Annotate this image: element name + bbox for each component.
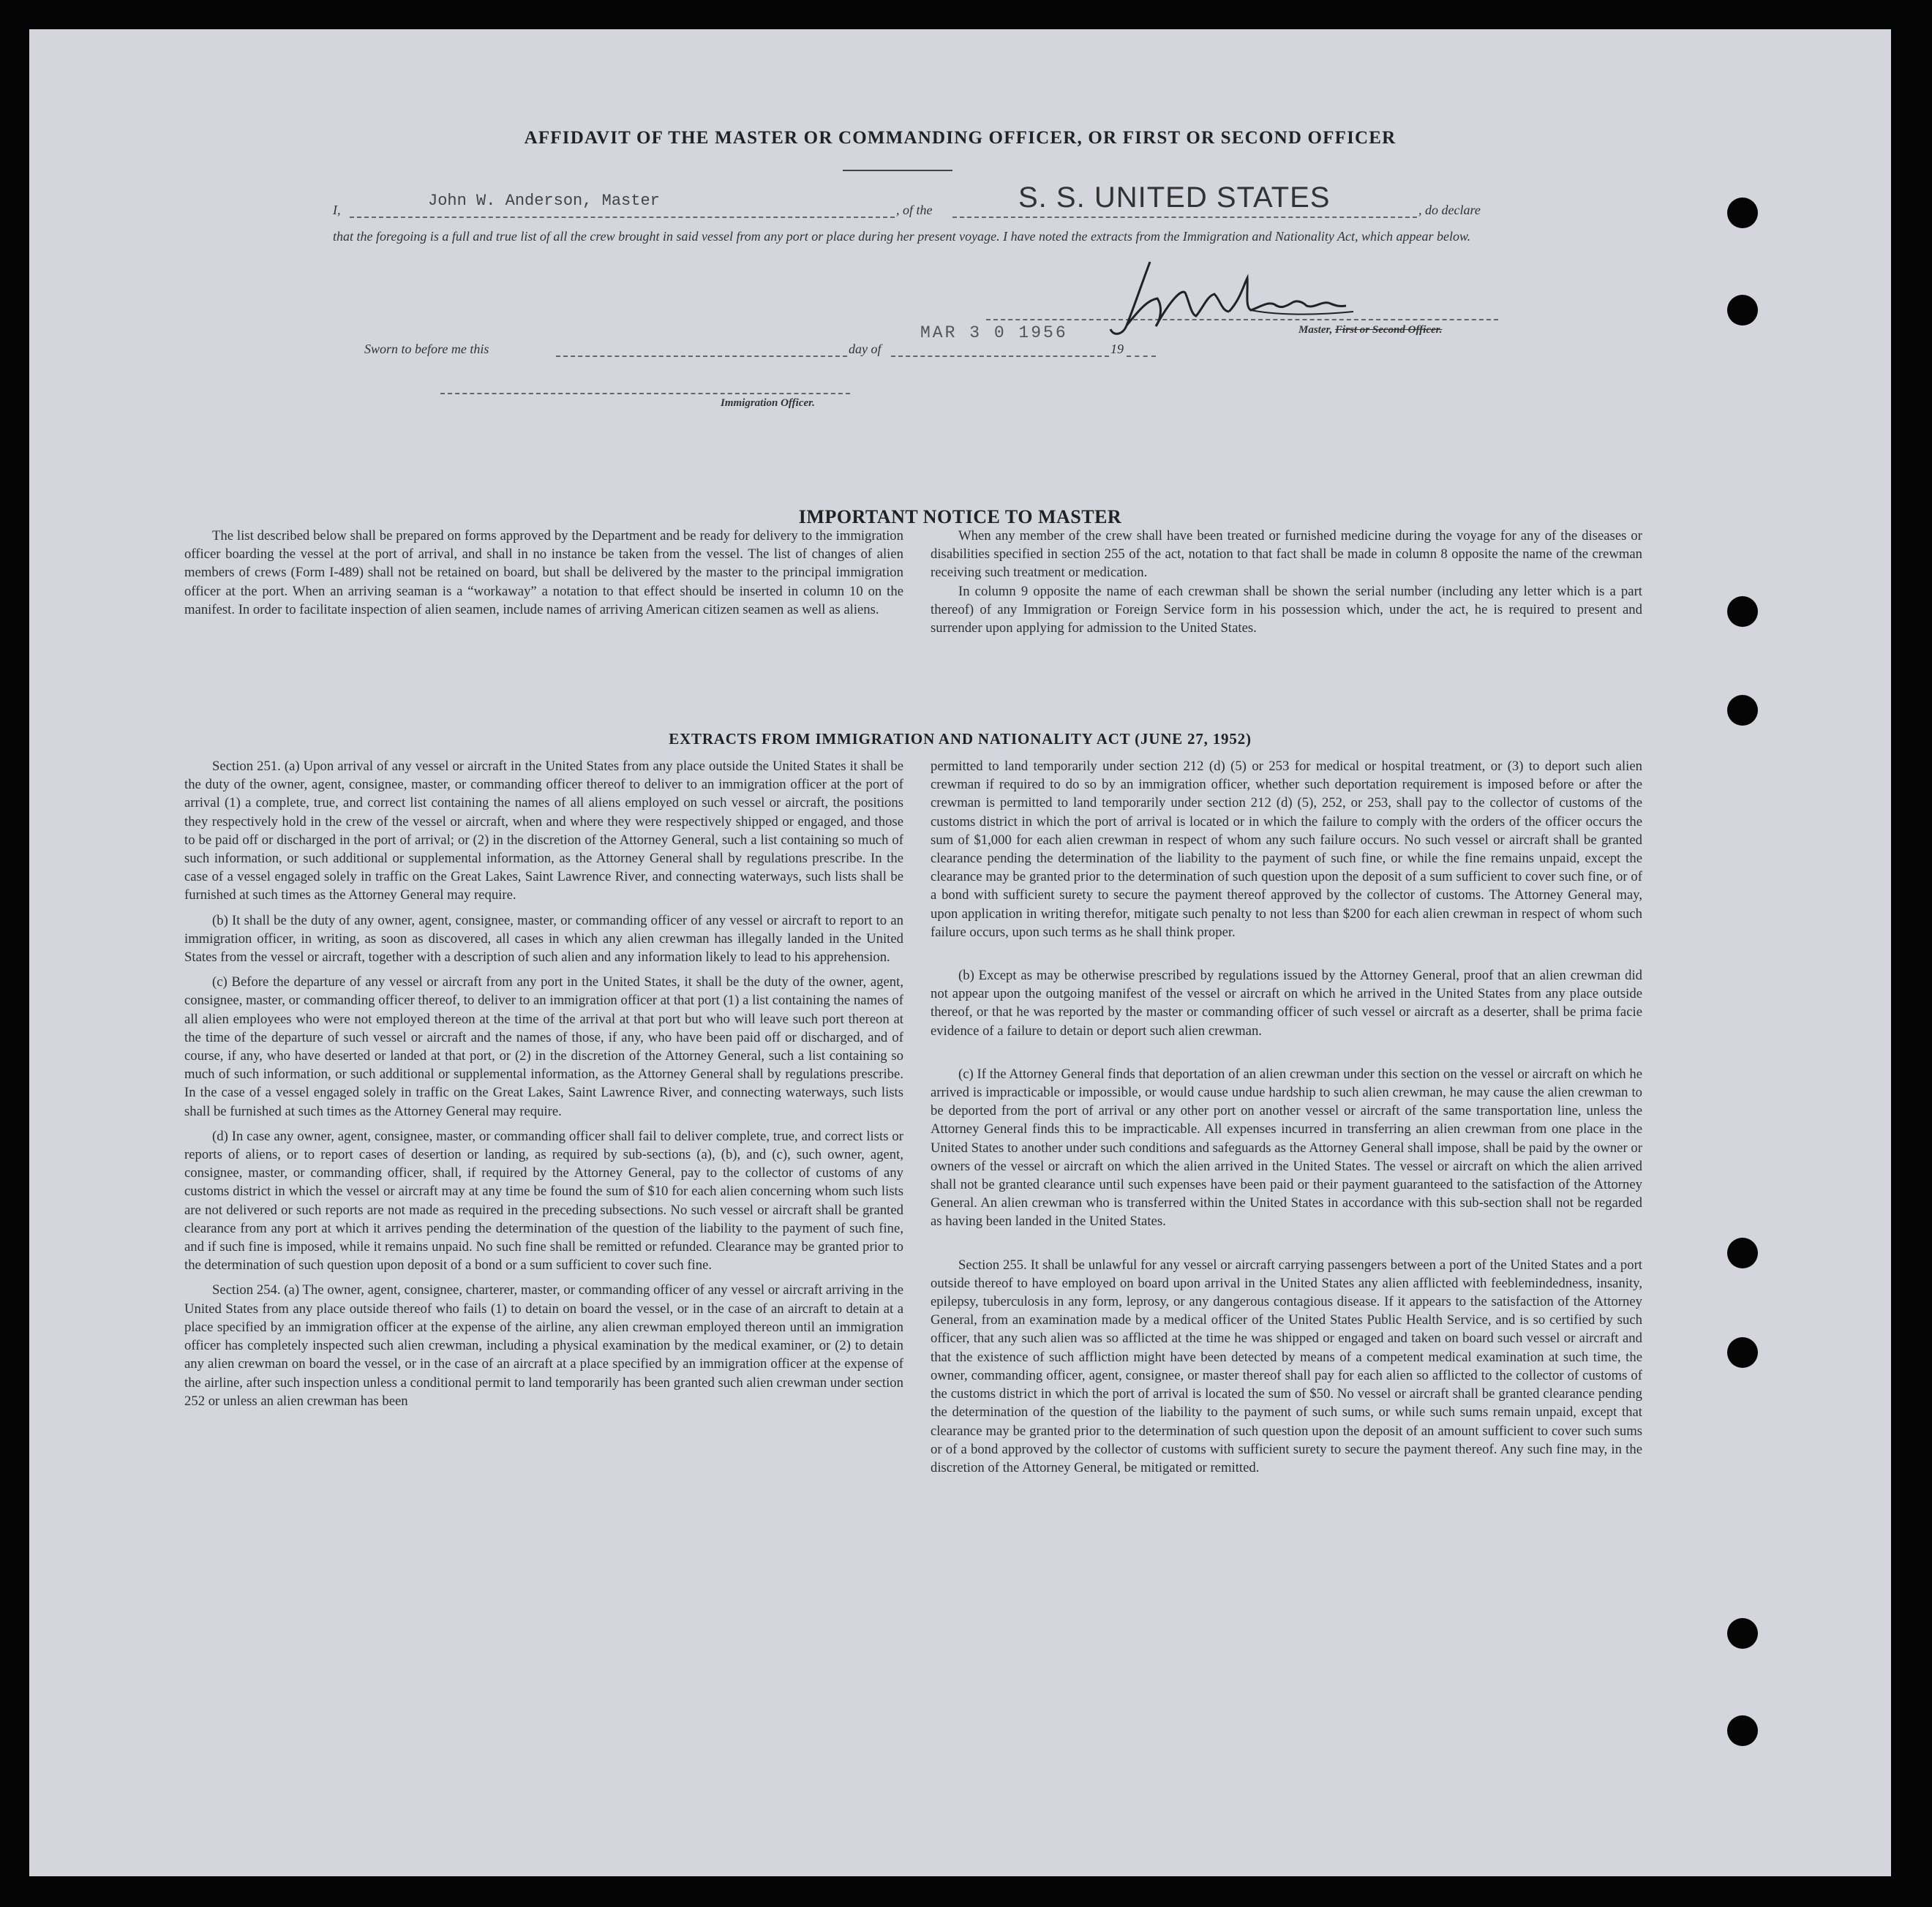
do-declare-label: , do declare — [1418, 203, 1481, 217]
master-role: Master, — [1298, 324, 1333, 336]
struck-roles: First or Second Officer. — [1335, 324, 1443, 336]
immigration-officer-label: Immigration Officer. — [721, 397, 815, 409]
sworn-day-line — [556, 356, 847, 357]
binder-hole — [1727, 198, 1758, 228]
binder-hole — [1727, 1618, 1758, 1649]
vessel-line — [952, 217, 1417, 218]
declaration-body: that the foregoing is a full and true list of all the crew brought in said vessel from any port or place during her present voyage. I have noted the extracts from the Immigration and Nationality Act, which appear below. — [333, 229, 1471, 244]
of-the-label: , of the — [896, 203, 933, 217]
extracts-left-column — [184, 757, 903, 1417]
sworn-label: Sworn to before me this — [364, 342, 489, 356]
master-signature — [1105, 256, 1368, 351]
signatory-role-label — [1298, 324, 1442, 336]
section-251-d: (d) In case any owner, agent, consignee, master, or commanding officer shall fail to deliver complete, true, and correct lists or reports of aliens, or to report cases of desertion or landing, as required by sub-sections (a), (b), and (c), such owner, agent, consignee, master, or commanding officer, shall, if required by the Attorney General, pay to the collector of customs of any customs district in which the vessel or aircraft may at any time be found the sum of $10 for each alien concerning whom such lists are not delivered or such reports are not made as required in the preceding subsections. No such vessel or aircraft shall be granted clearance from any port at which it arrives pending the determination of the question of the liability to the payment of such fine, and if such fine is imposed, while it remains unpaid. No such fine shall be remitted or refunded. Clearance may be granted prior to the determination of such question upon deposit of a bond or a sum sufficient to cover such fine. — [184, 1128, 903, 1274]
binder-hole — [1727, 695, 1758, 726]
notice-left-column — [184, 527, 903, 619]
section-255: Section 255. It shall be unlawful for any vessel or aircraft carrying passengers between a port of the United States and a port outside thereof to have employed on board upon arrival in the United States any alien afflicted with feeblemindedness, insanity, epilepsy, tuberculosis in any form, leprosy, or any dangerous contagious disease. If it appears to the satisfaction of the Attorney General, from an examination made by a medical officer of the United States Public Health Service, and is so certified by such officer, that any such alien was so afflicted at the time he was shipped or engaged and taken on board such vessel or aircraft and that the existence of such affliction might have been detected by means of a competent medical examination at such time, the owner, commanding officer, agent, consignee, or master thereof shall pay for each alien so afflicted to the collector of customs of the customs district in which the port of arrival is located the sum of $50. No vessel or aircraft shall be granted clearance pending the determination of the question of the liability to the payment of such sums, or while such sums remain unpaid, except that clearance may be granted prior to the determination of such question upon the deposit of an amount sufficient to cover such sums or of a bond approved by the collector of customs with sufficient surety to secure the payment thereof. Any such fine may, in the discretion of the Attorney General, be mitigated or remitted. — [931, 1257, 1642, 1475]
declaration-prefix: I, — [333, 203, 341, 217]
notice-right-column — [931, 527, 1642, 637]
vessel-name-field: S. S. UNITED STATES — [1018, 181, 1331, 214]
section-251-a: Section 251. (a) Upon arrival of any vessel or aircraft in the United States from any place outside the United States it shall be the duty of the owner, agent, consignee, master, or commanding officer thereof to deliver to an immigration officer at the port of arrival (1) a complete, true, and correct list containing the names of all aliens employed on such vessel or aircraft, the positions they respectively hold in the crew of the vessel or aircraft, when and where they were respectively shipped or engaged, and those to be paid off or discharged in the port of arrival; or (2) in the discretion of the Attorney General, such a list containing so much of such information, or such additional or supplemental information, as the Attorney General shall by regulations prescribe. In the case of a vessel engaged solely in traffic on the Great Lakes, Saint Lawrence River, and connecting waterways, such lists shall be furnished at such times as the Attorney General may require. — [184, 759, 903, 903]
affidavit-title: AFFIDAVIT OF THE MASTER OR COMMANDING OFFICER, OR FIRST OR SECOND OFFICER — [524, 128, 1397, 148]
day-of-label: day of — [849, 342, 882, 356]
notice-right-paragraph-2: In column 9 opposite the name of each crewman shall be shown the serial number (including any letter which is a part thereof) of any Immigration or Foreign Service form in his possession which, under the act, he is required to present and surrender upon applying for admission to the United States. — [931, 583, 1642, 636]
year-line — [1127, 356, 1156, 357]
master-name-field: John W. Anderson, Master — [428, 192, 660, 210]
binder-hole — [1727, 1715, 1758, 1746]
date-stamp: MAR 3 0 1956 — [920, 323, 1068, 342]
notice-title: IMPORTANT NOTICE TO MASTER — [798, 506, 1122, 527]
section-251-c: (c) Before the departure of any vessel or aircraft from any port in the United States, it shall be the duty of the owner, agent, consignee, master, or commanding officer thereof, to deliver to an immigration officer at that port (1) a list containing the names of all alien employees who were not employed thereon at the time of the arrival at that port but who will leave such port thereon at the time of the departure of such vessel or aircraft and the names of those, if any, who have been paid off or discharged, and of course, if any, who have deserted or landed at that port, or (2) in the discretion of the Attorney General, such a list containing so much of such information, or such additional or supplemental information, as the Attorney General shall by regulations prescribe. In the case of a vessel engaged solely in traffic on the Great Lakes, Saint Lawrence River, and connecting waterways, such lists shall be furnished at such times as the Attorney General may require. — [184, 974, 903, 1119]
title-rule — [843, 170, 952, 171]
document-page — [29, 29, 1891, 1876]
notice-left-paragraph: The list described below shall be prepared on forms approved by the Department and be ready for delivery to the immigration officer boarding the vessel at the port of arrival, and shall in no instance be taken from the vessel. The list of changes of alien members of crews (Form I-489) shall not be retained on board, but shall be delivered by the master to the principal immigration officer at the port. When an arriving seaman is a “workaway” a notation to that effect should be inserted in column 10 on the manifest. In order to facilitate inspection of alien seamen, include names of arriving American citizen seamen as well as aliens. — [184, 528, 903, 617]
section-254-b: (b) Except as may be otherwise prescribed by regulations issued by the Attorney General, proof that an alien crewman did not appear upon the outgoing manifest of the vessel or aircraft on which he arrived in the United States from any place outside thereof, or that he was reported by the master or commanding officer of such vessel or aircraft as a deserter, shall be prima facie evidence of a failure to detain or deport such alien crewman. — [931, 968, 1642, 1039]
notice-right-paragraph-1: When any member of the crew shall have been treated or furnished medicine during the voyage for any of the diseases or disabilities specified in section 255 of the act, notation to that fact shall be made in column 8 opposite the name of the crewman receiving such treatment or medication. — [931, 528, 1642, 581]
year-prefix-label: 19 — [1110, 342, 1124, 356]
section-251-b: (b) It shall be the duty of any owner, agent, consignee, master, or commanding officer of any vessel or aircraft to report to an immigration officer, in writing, as soon as discovered, all cases in which any alien crewman has illegally landed in the United States from the vessel or aircraft, together with a description of such alien and any information likely to lead to his apprehension. — [184, 912, 903, 966]
extracts-right-column — [931, 757, 1642, 1483]
section-254-c: (c) If the Attorney General finds that deportation of an alien crewman under this section on the vessel or aircraft on which he arrived is impracticable or impossible, or would cause undue hardship to such alien crewman, he may cause the alien crewman to be deported from the port of arrival or any other port on another vessel or aircraft of the same transportation line, unless the Attorney General finds this to be impracticable. All expenses incurred in transferring an alien crewman from one place in the United States to another under such conditions and safeguards as the Attorney General shall impose, shall be paid by the owner or owners of the vessel or aircraft on which the alien arrived in the United States. The vessel or aircraft on which the alien arrived shall not be granted clearance until such expenses have been paid or their payment guaranteed to the satisfaction of the Attorney General. An alien crewman who is transferred within the United States in accordance with this sub-section shall not be regarded as having been landed in the United States. — [931, 1066, 1642, 1230]
month-line — [891, 356, 1109, 357]
binder-hole — [1727, 1238, 1758, 1268]
binder-hole — [1727, 596, 1758, 627]
section-254-a: Section 254. (a) The owner, agent, consignee, charterer, master, or commanding officer of any vessel or aircraft arriving in the United States from any place outside thereof who fails (1) to detain on board the vessel, or in the case of an aircraft to detain at a place specified by an immigration officer at the expense of the airline, any alien crewman employed thereon until an immigration officer has completely inspected such alien crewman, including a physical examination by the medical examiner, or (2) to detain any alien crewman on board the vessel, or in the case of an aircraft at a place specified by an immigration officer at the expense of the airline, after such inspection unless a conditional permit to land temporarily has been granted such alien crewman under section 252 or unless an alien crewman has been — [184, 1282, 903, 1409]
section-254-a-continued: permitted to land temporarily under section 212 (d) (5) or 253 for medical or hospital treatment, or (3) to deport such alien crewman if required to do so by an immigration officer, whether such deportation requirement is imposed before or after the crewman is permitted to land temporarily under section 212 (d) (5), 252, or 253, shall pay to the collector of customs of the customs district in which the port of arrival is located or in which the failure to comply with the orders of the officer occurs the sum of $1,000 for each alien crewman in respect of whom any such failure occurs. No such vessel or aircraft shall be granted clearance pending the determination of the liability to the payment of such fine, or while the fine remains unpaid, except the clearance may be granted prior to the determination of such question upon the deposit of a sum sufficient to cover such fine, or of a bond with sufficient surety to secure the payment thereof approved by the collector of customs. The Attorney General may, upon application in writing therefor, mitigate such penalty to not less than $200 for each alien crewman in respect of whom such failure occurs, upon such terms as he shall think proper. — [931, 759, 1642, 940]
extracts-title: EXTRACTS FROM IMMIGRATION AND NATIONALITY ACT (JUNE 27, 1952) — [669, 730, 1252, 748]
immigration-officer-line — [440, 393, 850, 394]
binder-hole — [1727, 295, 1758, 326]
binder-hole — [1727, 1337, 1758, 1368]
master-name-line — [350, 217, 895, 218]
